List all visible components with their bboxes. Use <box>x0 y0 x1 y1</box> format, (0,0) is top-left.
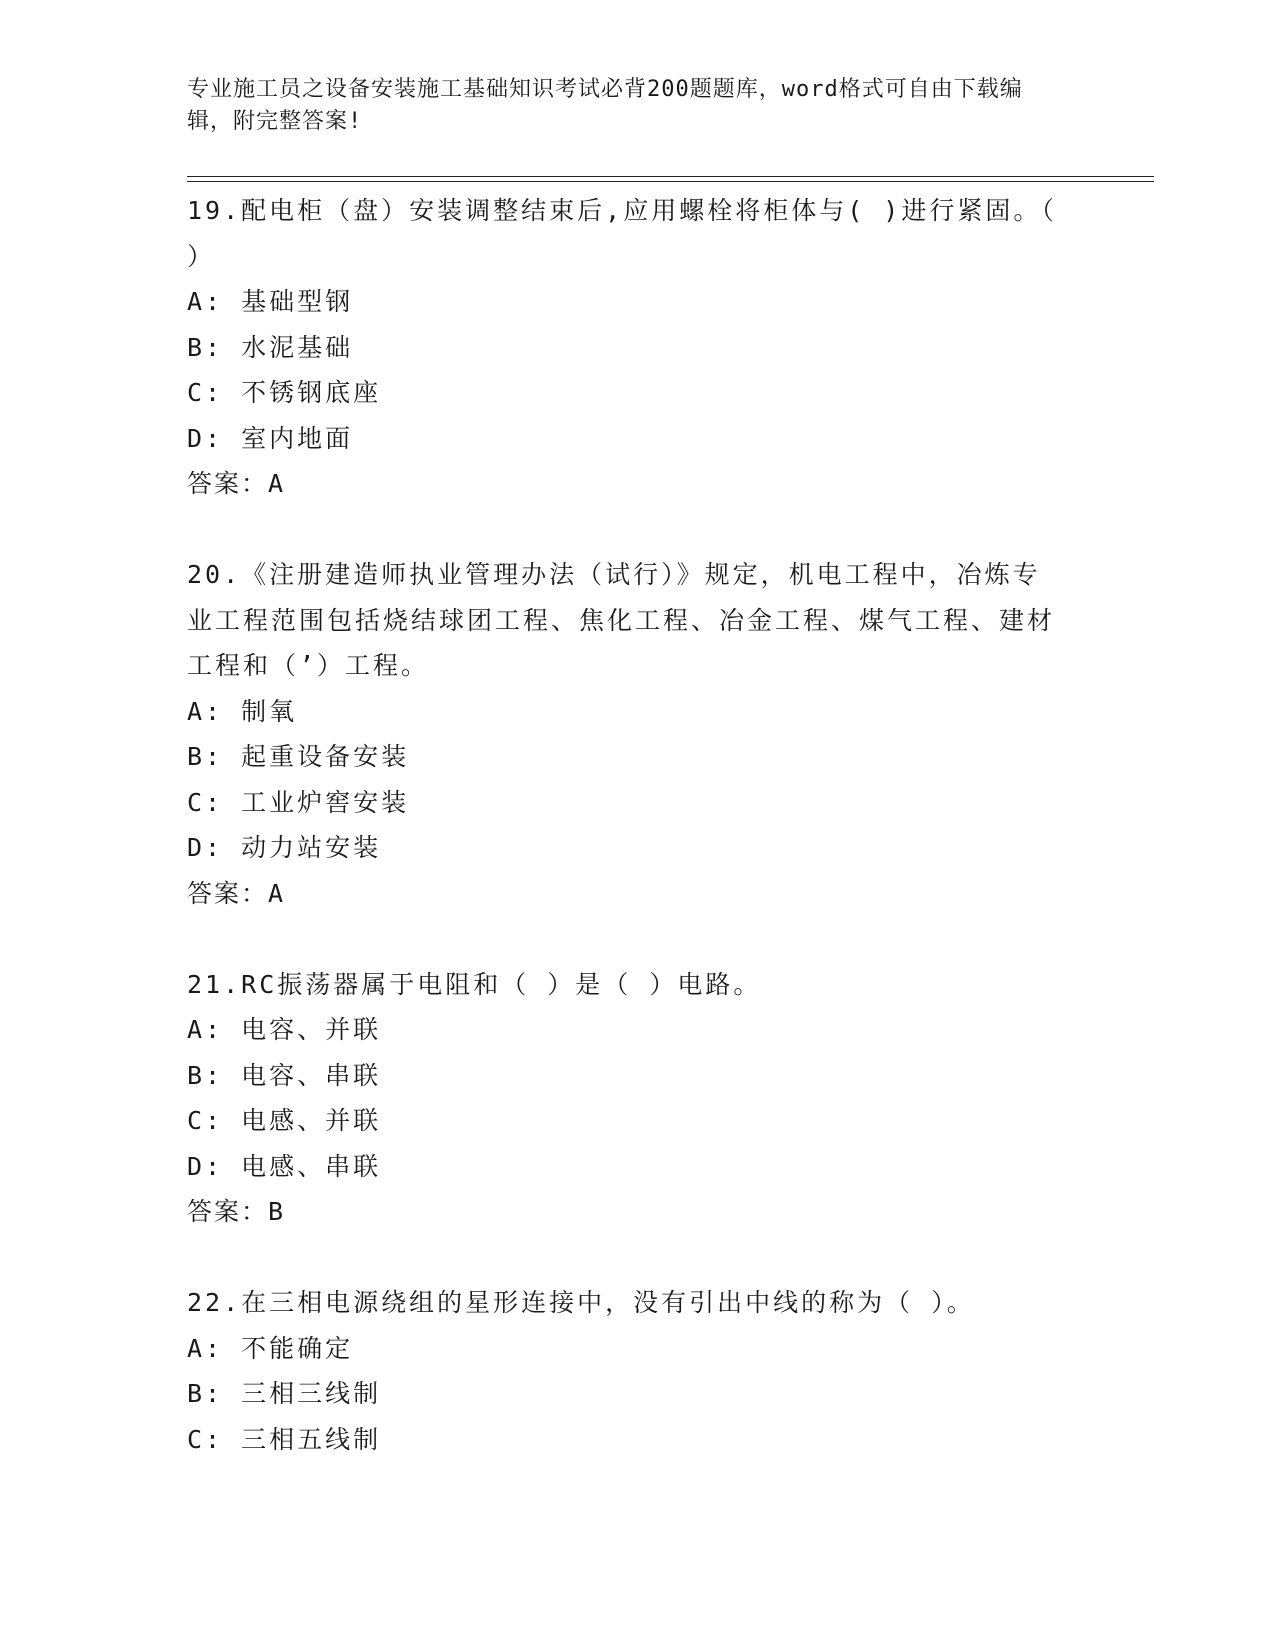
option-a: A: 基础型钢 <box>187 287 354 316</box>
option-a: A: 不能确定 <box>187 1333 354 1363</box>
header-rule-bottom <box>187 181 1154 182</box>
option-c: C: 工业炉窖安装 <box>187 787 410 817</box>
answer-line: 答案：A <box>187 878 286 908</box>
option-b: B: 起重设备安装 <box>187 742 410 771</box>
option-b: B: 水泥基础 <box>187 332 354 362</box>
question-text: 19.配电柜（盘）安装调整结束后,应用螺栓将柜体与( )进行紧固。（ ） <box>187 196 1057 271</box>
option-d: D: 室内地面 <box>187 423 354 453</box>
question-spacer <box>187 916 1067 962</box>
question-21 <box>187 962 1067 1235</box>
question-list <box>187 188 1067 1462</box>
option-b: B: 三相三线制 <box>187 1379 382 1408</box>
option-a: A: 电容、并联 <box>187 1015 382 1044</box>
option-b: B: 电容、串联 <box>187 1060 382 1090</box>
question-text: 21.RC振荡器属于电阻和（ ）是（ ）电路。 <box>187 969 762 999</box>
option-c: C: 电感、并联 <box>187 1106 382 1135</box>
question-22 <box>187 1280 1067 1462</box>
option-d: D: 电感、串联 <box>187 1151 382 1181</box>
document-header-title: 专业施工员之设备安装施工基础知识考试必背200题题库，word格式可自由下载编辑，附完整答案! <box>187 77 1023 134</box>
option-c: C: 三相五线制 <box>187 1424 382 1454</box>
question-spacer <box>187 1235 1067 1281</box>
answer-line: 答案：A <box>187 469 286 498</box>
question-20 <box>187 552 1067 916</box>
header-rule-top <box>187 176 1154 177</box>
option-c: C: 不锈钢底座 <box>187 378 382 407</box>
option-d: D: 动力站安装 <box>187 833 382 862</box>
question-text: 22.在三相电源绕组的星形连接中，没有引出中线的称为（ ）。 <box>187 1288 975 1317</box>
option-a: A: 制氧 <box>187 696 298 726</box>
question-text: 20.《注册建造师执业管理办法（试行）》规定，机电工程中，冶炼专业工程范围包括烧结球团工程、焦化工程、冶金工程、煤气工程、建材工程和（’）工程。 <box>187 560 1056 680</box>
answer-line: 答案：B <box>187 1197 286 1226</box>
question-spacer <box>187 507 1067 553</box>
question-19 <box>187 188 1067 507</box>
